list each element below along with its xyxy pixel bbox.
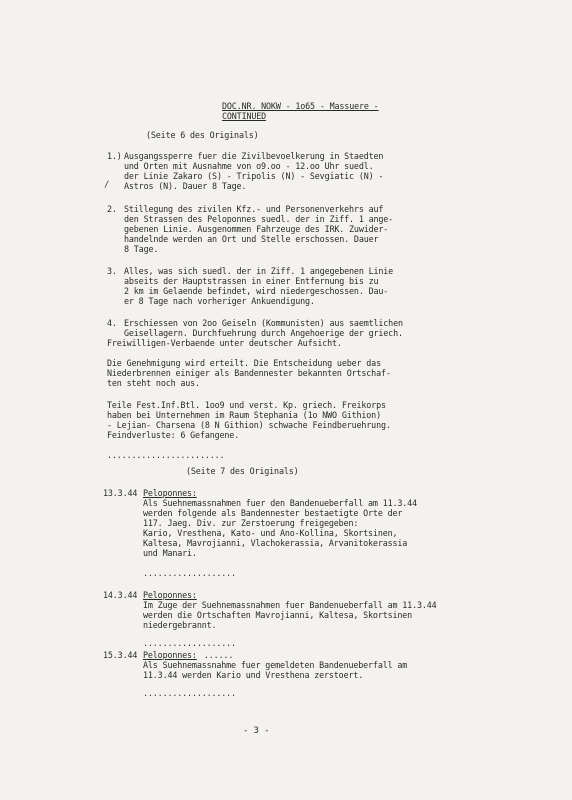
entry-place: Peloponnes: <box>143 488 197 498</box>
separator-dots: ................... <box>143 638 236 648</box>
entry-place: Peloponnes: <box>143 650 197 660</box>
paragraph-line: - Lejian- Charsena (8 N Githion) schwache Feindberuehrung. <box>107 420 391 430</box>
item-number: 3. <box>107 266 117 276</box>
item-line: er 8 Tage nach vorheriger Ankuendigung. <box>124 296 315 306</box>
item-line: Stillegung des zivilen Kfz.- und Personenverkehrs auf <box>124 204 384 214</box>
entry-line: werden die Ortschaften Mavrojianni, Kaltesa, Skortsinen <box>143 610 413 620</box>
paragraph-line: Teile Fest.Inf.Btl. 1oo9 und verst. Kp. griech. Freikorps <box>107 400 386 410</box>
paragraph-line: Die Genehmigung wird erteilt. Die Entscheidung ueber das <box>107 358 381 368</box>
entry-line: 117. Jaeg. Div. zur Zerstoerung freigegeben: <box>143 518 359 528</box>
entry-date: 13.3.44 <box>103 488 138 498</box>
paragraph-line: ten steht noch aus. <box>107 378 200 388</box>
page-reference-6: (Seite 6 des Originals) <box>146 130 259 140</box>
item-line: 2 km im Gelaende befindet, wird niedergeschossen. Dau- <box>124 286 389 296</box>
item-line: Alles, was sich suedl. der in Ziff. 1 angegebenen Linie <box>124 266 394 276</box>
separator-dots: ................... <box>143 568 236 578</box>
item-line: und Orten mit Ausnahme von o9.oo - 12.oo Uhr suedl. <box>124 161 374 171</box>
entry-place-dots: ...... <box>199 650 234 660</box>
separator-dots: ................... <box>143 688 236 698</box>
document-header-line-1: DOC.NR. NOKW - 1o65 - Massuere - <box>222 101 379 111</box>
item-line: gebenen Linie. Ausgenommen Fahrzeuge des IRK. Zuwider- <box>124 224 389 234</box>
entry-line: Kario, Vresthena, Kato- und Ano-Kollina, Skortsinen, <box>143 528 398 538</box>
entry-line: Als Suehnemassnahmen fuer den Bandenueberfall am 11.3.44 <box>143 498 417 508</box>
item-number: 4. <box>107 318 117 328</box>
separator-dots: ........................ <box>107 450 225 460</box>
item-line: abseits der Hauptstrassen in einer Entfernung bis zu <box>124 276 379 286</box>
paragraph-line: haben bei Unternehmen im Raum Stephania (1o NWO Githion) <box>107 410 381 420</box>
item-number: 1.) <box>107 151 122 161</box>
entry-line: 11.3.44 werden Kario und Vresthena zerstoert. <box>143 670 364 680</box>
entry-line: werden folgende als Bandennester bestaetigte Orte der <box>143 508 403 518</box>
entry-date: 14.3.44 <box>103 590 138 600</box>
paragraph-line: Niederbrennen einiger als Bandennester bekannten Ortschaf- <box>107 368 391 378</box>
entry-date: 15.3.44 <box>103 650 138 660</box>
item-line: Ausgangssperre fuer die Zivilbevoelkerung in Staedten <box>124 151 384 161</box>
entry-line: Kaltesa, Mavrojianni, Vlachokerassia, Arvanitokerassia <box>143 538 408 548</box>
page-number: - 3 - <box>243 726 270 736</box>
document-header-line-2: CONTINUED <box>222 111 267 121</box>
item-line: den Strassen des Peloponnes suedl. der in Ziff. 1 ange- <box>124 214 394 224</box>
item-line: der Linie Zakaro (S) - Tripolis (N) - Sevgiatic (N) - <box>124 171 384 181</box>
entry-line: und Manari. <box>143 548 197 558</box>
item-line: Freiwilligen-Verbaende unter deutscher Aufsicht. <box>107 338 342 348</box>
entry-place: Peloponnes: <box>143 590 197 600</box>
item-line: Geisellagern. Durchfuehrung durch Angehoerige der griech. <box>124 328 403 338</box>
item-line: handelnde werden an Ort und Stelle erschossen. Dauer <box>124 234 379 244</box>
item-line: Astros (N). Dauer 8 Tage. <box>124 181 247 191</box>
page-reference-7: (Seite 7 des Originals) <box>186 466 299 476</box>
item-line: Erschiessen von 2oo Geiseln (Kommunisten) aus saemtlichen <box>124 318 403 328</box>
item-line: 8 Tage. <box>124 244 159 254</box>
entry-line: niedergebrannt. <box>143 620 217 630</box>
entry-line: Als Suehnemassnahme fuer gemeldeten Bandenueberfall am <box>143 660 408 670</box>
paragraph-line: Feindverluste: 6 Gefangene. <box>107 430 240 440</box>
margin-mark: / <box>104 180 110 190</box>
item-number: 2. <box>107 204 117 214</box>
entry-line: Im Zuge der Suehnemassnahmen fuer Bandenueberfall am 11.3.44 <box>143 600 437 610</box>
